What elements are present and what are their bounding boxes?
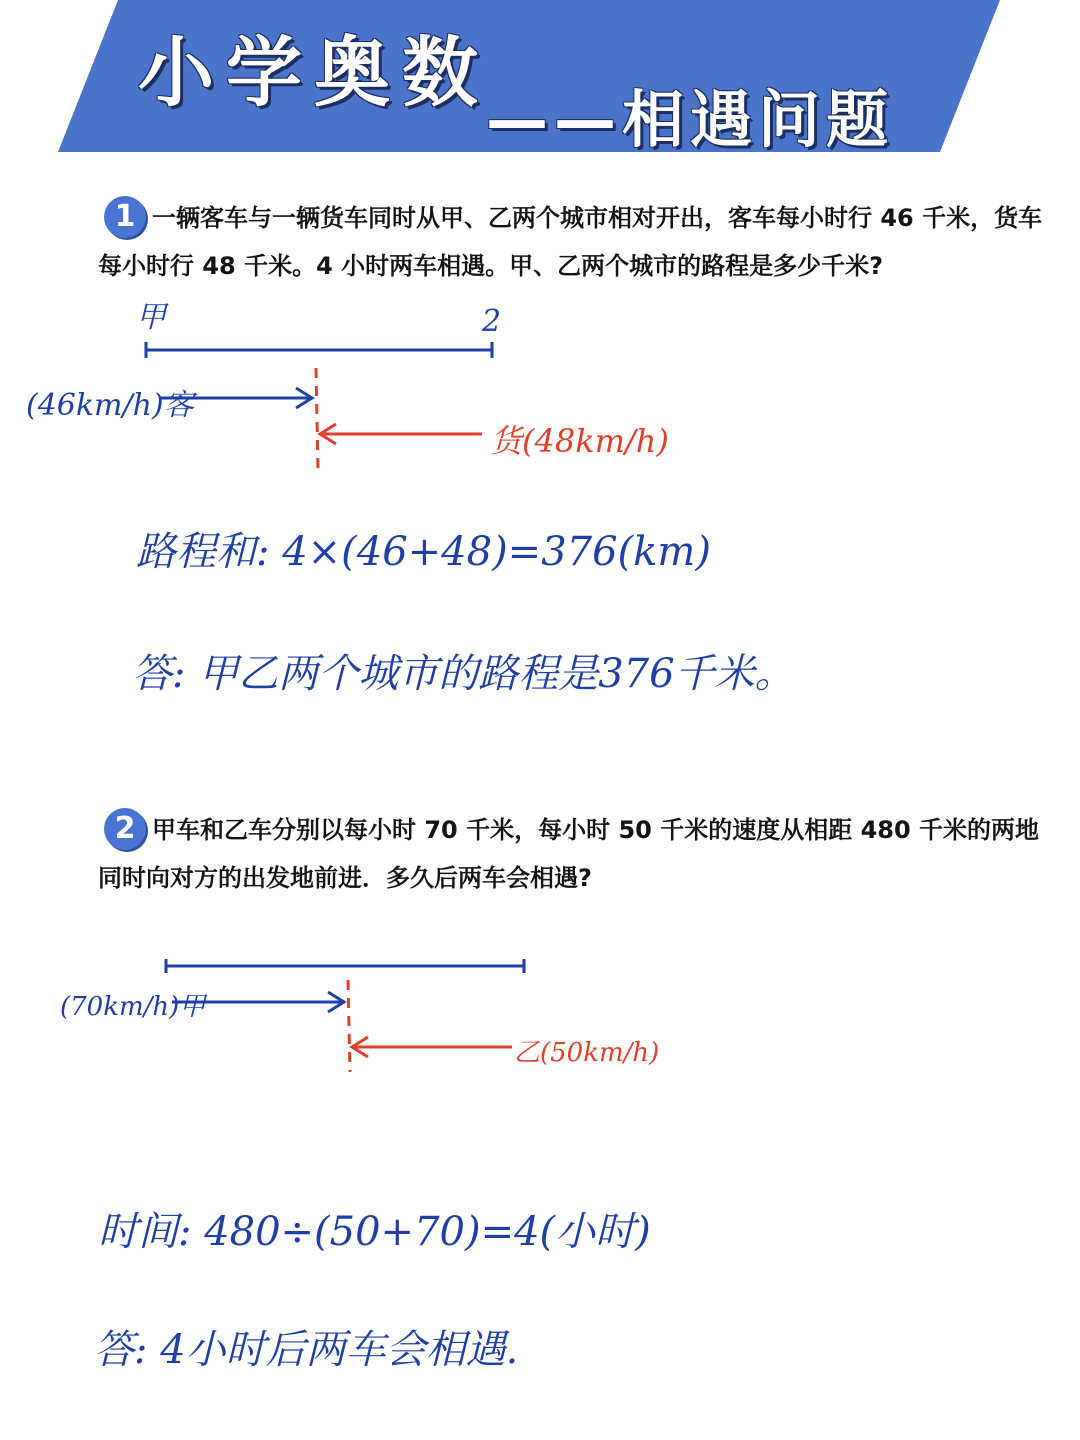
solution-work-1: 路程和: 4×(46+48)=376(km) xyxy=(136,529,711,575)
right-vehicle-label: 货(48km/h) xyxy=(490,422,669,460)
problem-text: 甲车和乙车分别以每小时 70 千米，每小时 50 千米的速度从相距 480 千米的两地同时向对方的出发地前进．多久后两车会相遇? xyxy=(98,816,1040,892)
left-vehicle-label: (70km/h)甲 xyxy=(60,992,206,1022)
right-vehicle-label: 乙(50km/h) xyxy=(514,1038,660,1068)
page-subtitle: ——相遇问题 xyxy=(486,83,895,156)
problem-number-badge: 1 xyxy=(104,196,146,238)
solution-answer-1: 答: 甲乙两个城市的路程是376千米。 xyxy=(132,651,795,697)
page-title: 小学奥数 xyxy=(138,28,490,117)
problem-number-badge: 2 xyxy=(104,808,146,850)
problem-text: 一辆客车与一辆货车同时从甲、乙两个城市相对开出，客车每小时行 46 千米，货车每小时行 48 千米。4 小时两车相遇。甲、乙两个城市的路程是多少千米? xyxy=(98,204,1043,280)
meeting-point-dashed-line xyxy=(348,980,350,1072)
header-banner xyxy=(0,0,1080,156)
problem-2 xyxy=(98,806,1058,902)
problem-1 xyxy=(98,194,1058,290)
meeting-point-dashed-line xyxy=(316,368,318,472)
end-city-label: 2 xyxy=(482,304,502,339)
solution-answer-2: 答: 4小时后两车会相遇. xyxy=(94,1327,519,1373)
left-vehicle-label: (46km/h)客 xyxy=(26,388,194,423)
solution-work-2: 时间: 480÷(50+70)=4(小时) xyxy=(98,1209,651,1255)
start-city-label: 甲 xyxy=(136,300,166,335)
